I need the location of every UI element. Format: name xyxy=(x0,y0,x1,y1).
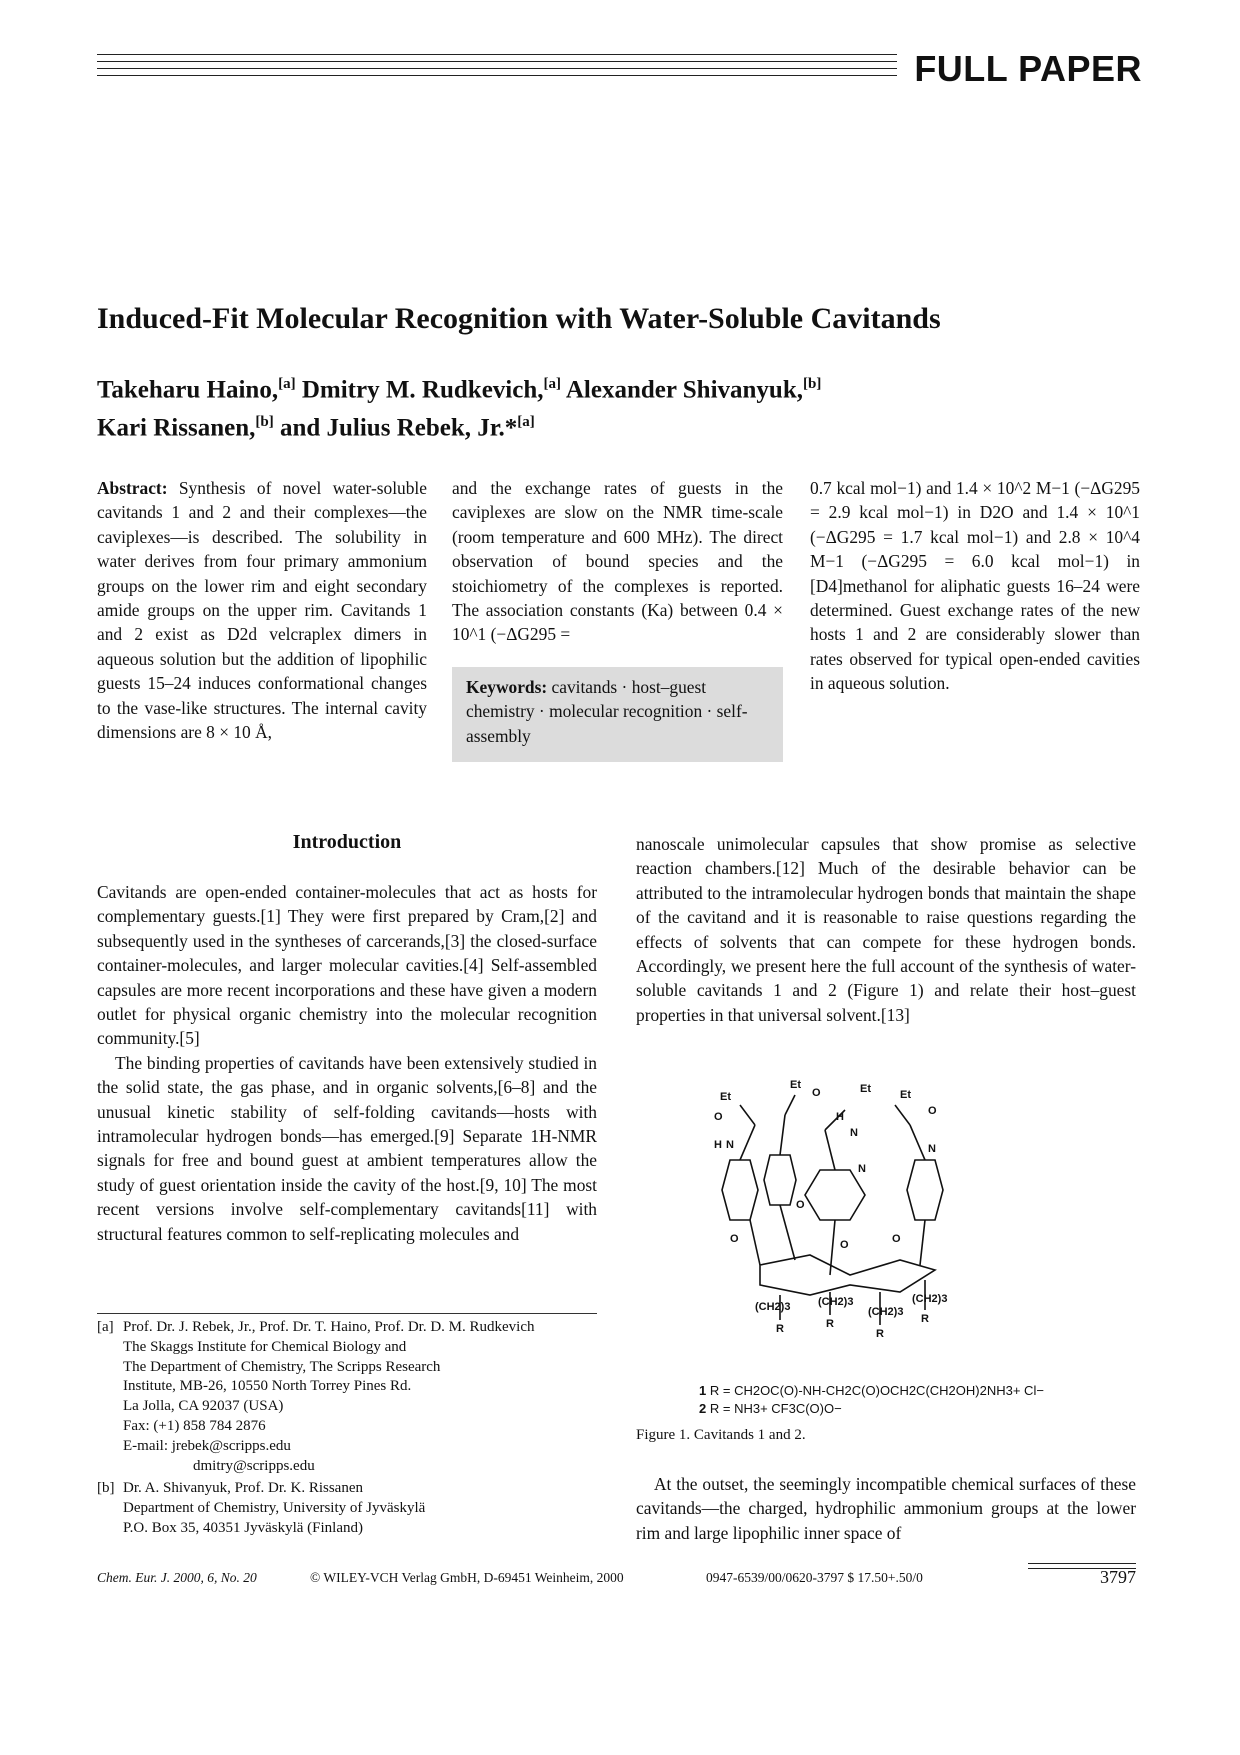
keyword-separator: · xyxy=(702,701,717,722)
footnote-line: Institute, MB-26, 10550 North Torrey Pines Rd. xyxy=(123,1378,412,1395)
body-column-right xyxy=(636,832,1136,1027)
abstract-column-2 xyxy=(452,476,783,647)
keyword-separator: · xyxy=(617,677,632,697)
footnote-line: Fax: (+1) 858 784 2876 xyxy=(123,1417,266,1434)
footnotes xyxy=(97,1318,607,1542)
paragraph: The binding properties of cavitands have been extensively studied in the solid state, the gas phase, and in organic solvents,[6–8] and the unusual kinetic stability of self-folding cavitands—hosts with intramolecular hydrogen bonds—has emerged.[9] Separate 1H-NMR signals for free and bound guest at ambient temperatures allow the study of guest orientation inside the cavity of the host.[9, 10] The most recent versions involve self-complementary cavitands[11] with structural features common to self-replicating molecules and xyxy=(97,1052,597,1244)
abstract-text: 0.7 kcal mol−1) and 1.4 × 10^2 M−1 (−ΔG295 = 2.9 kcal mol−1) in D2O and 1.4 × 10^1 (−ΔG295 = 1.7 kcal mol−1) and 2.8 × 10^4 M−1 (−ΔG295 = 6.0 kcal mol−1) in [D4]methanol for aliphatic guests 16–24 were determined. Guest exchange rates of the new hosts 1 and 2 are considerably slower than rates observed for typical open-ended cavities in aqueous solution. xyxy=(810,478,1140,694)
abstract-text: and the exchange rates of guests in the caviplexes are slow on the NMR time-scale (room temperature and 600 MHz). The direct observation of bound species and the stoichiometry of the complexes is reported. The association constants (Ka) between 0.4 × 10^1 (−ΔG295 = xyxy=(452,478,783,645)
abstract-text: Synthesis of novel water-soluble cavitands 1 and 2 and their complexes—the caviplexes—is described. The solubility in water derives from four primary ammonium groups on the lower rim and eight secondary amide groups on the upper rim. Cavitands 1 and 2 exist as D2d velcraplex dimers in aqueous solution but the addition of lipophilic guests 15–24 induces conformational changes to the vase-like structures. The internal cavity dimensions are 8 × 10 Å, xyxy=(97,478,427,743)
footnote-line: Dr. A. Shivanyuk, Prof. Dr. K. Rissanen xyxy=(123,1480,363,1497)
keyword-separator: · xyxy=(534,701,550,722)
abstract-column-3 xyxy=(810,476,1140,696)
author-name: Kari Rissanen, xyxy=(97,414,256,442)
atom-label: Et xyxy=(720,1091,731,1103)
footnote-line: The Department of Chemistry, The Scripps Research xyxy=(123,1358,441,1375)
header-rules xyxy=(97,54,897,82)
atom-label: Et xyxy=(900,1089,911,1101)
r-group-label: R xyxy=(826,1318,834,1330)
body-column-left xyxy=(97,880,597,1246)
atom-label: O xyxy=(714,1111,723,1123)
r-group-label: R xyxy=(776,1323,784,1335)
footnote-email[interactable]: E-mail: jrebek@scripps.edu xyxy=(123,1437,291,1454)
author-name: Alexander Shivanyuk, xyxy=(561,376,803,404)
atom-label: Et xyxy=(860,1083,871,1095)
atom-label: N xyxy=(928,1143,936,1155)
author-name: Takeharu Haino, xyxy=(97,376,279,404)
affiliation-mark: [b] xyxy=(255,414,274,431)
compound-number: 1 xyxy=(699,1383,707,1398)
formula-line xyxy=(699,1400,1044,1418)
cavitand-structure-figure xyxy=(700,1070,970,1350)
atom-label: O xyxy=(796,1199,805,1211)
paragraph: Cavitands are open-ended container-molecules that act as hosts for complementary guests.[1] They were first prepared by Cram,[2] and subsequently used in the syntheses of carcerands,[3] the closed-surface container-molecules, and larger molecular cavities.[4] Self-assembled capsules are more recent incorporations and these have given a modern outlet for physical organic chemistry into the molecular recognition community.[5] xyxy=(97,882,597,1049)
keywords-box xyxy=(452,667,783,762)
section-label: FULL PAPER xyxy=(914,48,1142,89)
atom-label: O xyxy=(840,1239,849,1251)
footnote-email[interactable]: dmitry@scripps.edu xyxy=(193,1457,315,1474)
paragraph: At the outset, the seemingly incompatible chemical surfaces of these cavitands—the charged, hydrophilic ammonium groups at the lower rim and large lipophilic inner space of xyxy=(636,1474,1136,1543)
author-name: Dmitry M. Rudkevich, xyxy=(295,376,544,404)
atom-label: N xyxy=(726,1139,734,1151)
footnote-line: P.O. Box 35, 40351 Jyväskylä (Finland) xyxy=(123,1519,363,1536)
footer-journal: Chem. Eur. J. 2000, 6, No. 20 xyxy=(97,1570,257,1585)
affiliation-mark: [a] xyxy=(517,414,535,431)
footnote-divider xyxy=(97,1313,597,1314)
figure-formulas xyxy=(699,1382,1044,1418)
atom-label: O xyxy=(730,1233,739,1245)
affiliation-mark: [a] xyxy=(278,376,296,392)
author-list xyxy=(97,368,1097,445)
abstract-label: Abstract: xyxy=(97,478,168,498)
keywords-label: Keywords: xyxy=(466,677,548,697)
chain-label: (CH2)3 xyxy=(755,1301,791,1313)
formula-text: R = CH2OC(O)-NH-CH2C(O)OCH2C(CH2OH)2NH3+ Cl− xyxy=(709,1383,1044,1398)
chain-label: (CH2)3 xyxy=(868,1306,904,1318)
atom-label: H xyxy=(836,1111,844,1123)
formula-text: R = NH3+ CF3C(O)O− xyxy=(709,1401,842,1416)
r-group-label: R xyxy=(876,1328,884,1340)
footnote-mark: [b] xyxy=(97,1480,115,1497)
atom-label: N xyxy=(858,1163,866,1175)
compound-number: 2 xyxy=(699,1401,707,1416)
page-number: 3797 xyxy=(1100,1567,1136,1587)
footnote-line: La Jolla, CA 92037 (USA) xyxy=(123,1398,284,1415)
atom-label: O xyxy=(892,1233,901,1245)
footnote-line: Prof. Dr. J. Rebek, Jr., Prof. Dr. T. Haino, Prof. Dr. D. M. Rudkevich xyxy=(123,1319,535,1335)
atom-label: O xyxy=(928,1105,937,1117)
atom-label: H xyxy=(714,1139,722,1151)
chain-label: (CH2)3 xyxy=(818,1296,854,1308)
body-column-right-bottom xyxy=(636,1472,1136,1545)
author-name: and Julius Rebek, Jr.* xyxy=(273,414,518,442)
author-line-2 xyxy=(97,406,1097,444)
footer-code: 0947-6539/00/0620-3797 $ 17.50+.50/0 xyxy=(706,1570,923,1585)
atom-label: N xyxy=(850,1127,858,1139)
affiliation-mark: [a] xyxy=(543,376,561,392)
keyword: molecular recognition xyxy=(549,701,703,722)
keyword: cavitands xyxy=(551,677,618,697)
abstract-column-1 xyxy=(97,476,427,744)
chain-label: (CH2)3 xyxy=(912,1293,948,1305)
paper-title: Induced-Fit Molecular Recognition with Water-Soluble Cavitands xyxy=(97,302,941,335)
paragraph: nanoscale unimolecular capsules that show promise as selective reaction chambers.[12] Much of the desirable behavior can be attributed to the intramolecular hydrogen bonds that maintain the shape of the cavitand and it is reasonable to raise questions regarding the effects of solvents that can compete for these hydrogen bonds. Accordingly, we present here the full account of the synthesis of water-soluble cavitands 1 and 2 (Figure 1) and relate their host–guest properties in that universal solvent.[13] xyxy=(636,834,1136,1025)
atom-label: Et xyxy=(790,1079,801,1091)
r-group-label: R xyxy=(921,1313,929,1325)
footnote-b xyxy=(97,1479,607,1538)
keyword: self-assembly xyxy=(466,701,748,746)
formula-line xyxy=(699,1382,1044,1400)
atom-label: O xyxy=(812,1087,821,1099)
author-line-1 xyxy=(97,368,1097,406)
footnote-mark: [a] xyxy=(97,1319,114,1335)
section-heading: Introduction xyxy=(292,831,402,853)
footnote-a xyxy=(97,1318,607,1476)
footnote-line: Department of Chemistry, University of Jyväskylä xyxy=(123,1500,426,1517)
keyword: host–guest chemistry xyxy=(466,677,707,722)
footer-copyright: © WILEY-VCH Verlag GmbH, D-69451 Weinheim, 2000 xyxy=(310,1570,624,1585)
affiliation-mark: [b] xyxy=(802,376,822,392)
figure-caption: Figure 1. Cavitands 1 and 2. xyxy=(636,1427,806,1443)
footnote-line: The Skaggs Institute for Chemical Biology and xyxy=(123,1338,407,1355)
